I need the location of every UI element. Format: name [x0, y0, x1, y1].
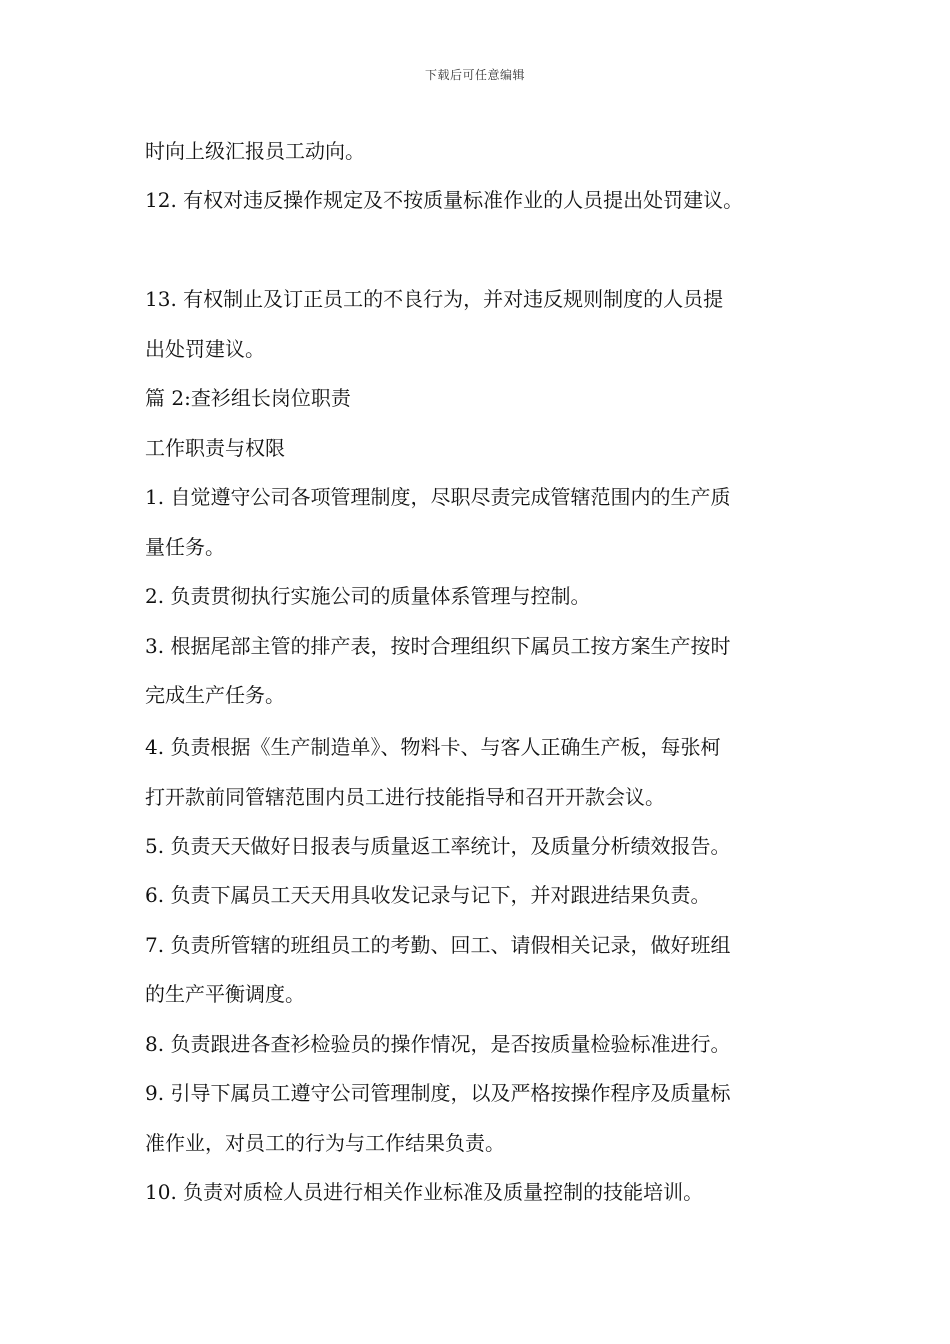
text-line: 7. 负责所管辖的班组员工的考勤、回工、请假相关记录，做好班组 [145, 933, 731, 957]
text-line: 1. 自觉遵守公司各项管理制度，尽职尽责完成管辖范围内的生产质 [145, 485, 731, 509]
text-line: 4. 负责根据《生产制造单》、物料卡、与客人正确生产板，每张柯 [145, 735, 721, 759]
text-line: 时向上级汇报员工动向。 [145, 139, 365, 163]
text-line: 准作业，对员工的行为与工作结果负责。 [145, 1131, 505, 1155]
text-line: 打开款前同管辖范围内员工进行技能指导和召开开款会议。 [145, 785, 665, 809]
text-line: 2. 负责贯彻执行实施公司的质量体系管理与控制。 [145, 584, 591, 608]
text-line: 8. 负责跟进各查衫检验员的操作情况，是否按质量检验标准进行。 [145, 1032, 731, 1056]
section-title: 篇 2:查衫组长岗位职责 [145, 386, 351, 410]
subsection-title: 工作职责与权限 [145, 436, 285, 460]
text-line: 5. 负责天天做好日报表与质量返工率统计，及质量分析绩效报告。 [145, 834, 731, 858]
text-line: 12. 有权对违反操作规定及不按质量标准作业的人员提出处罚建议。 [145, 188, 744, 212]
page-header: 下载后可任意编辑 [424, 68, 525, 82]
text-line: 量任务。 [145, 535, 225, 559]
text-line: 9. 引导下属员工遵守公司管理制度，以及严格按操作程序及质量标 [145, 1081, 731, 1105]
text-line: 完成生产任务。 [145, 683, 285, 707]
text-line: 3. 根据尾部主管的排产表，按时合理组织下属员工按方案生产按时 [145, 634, 731, 658]
text-line: 6. 负责下属员工天天用具收发记录与记下，并对跟进结果负责。 [145, 883, 711, 907]
text-line: 的生产平衡调度。 [145, 982, 305, 1006]
text-line: 13. 有权制止及订正员工的不良行为，并对违反规则制度的人员提 [145, 287, 724, 311]
text-line: 10. 负责对质检人员进行相关作业标准及质量控制的技能培训。 [145, 1180, 704, 1204]
text-line: 出处罚建议。 [145, 337, 265, 361]
